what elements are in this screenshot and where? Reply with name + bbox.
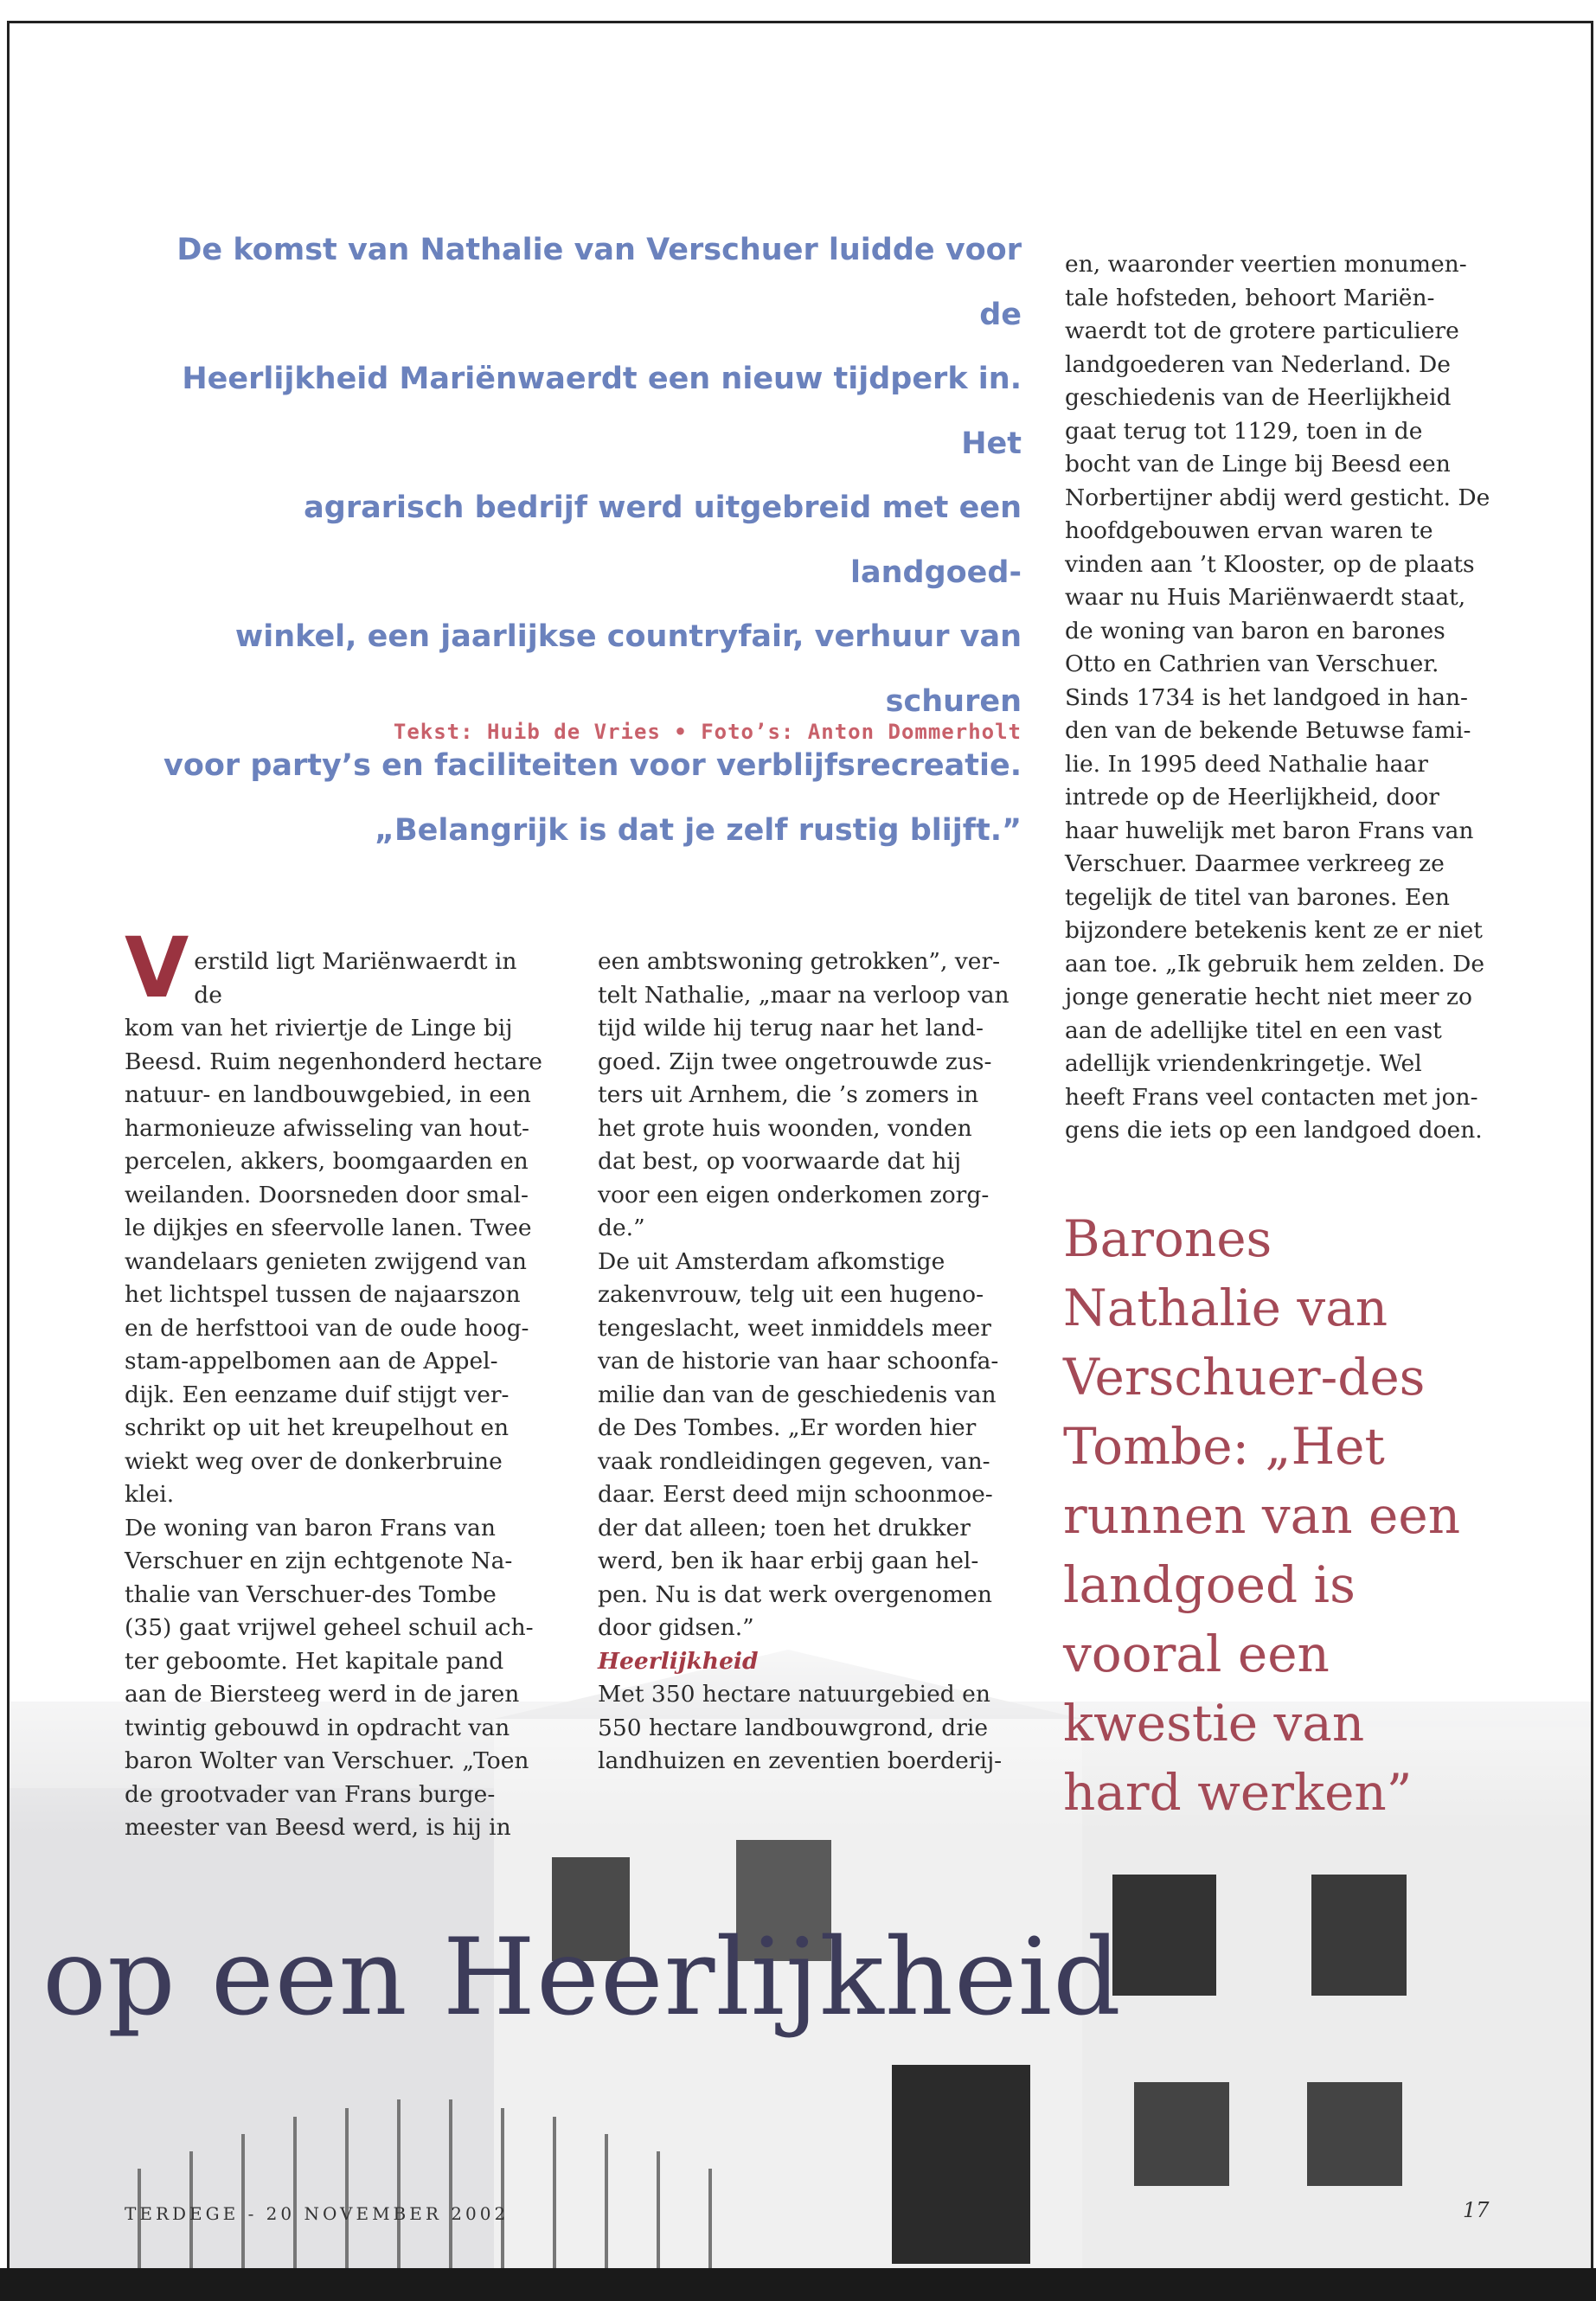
article-column-3 — [1065, 248, 1502, 1148]
body-line: wiekt weg over de donkerbruine — [125, 1447, 503, 1475]
body-line: daar. Eerst deed mijn schoonmoe- — [598, 1481, 993, 1508]
body-line: haar huwelijk met baron Frans van — [1065, 817, 1474, 844]
magazine-page — [7, 21, 1593, 2271]
body-line: dat best, op voorwaarde dat hij — [598, 1148, 962, 1175]
body-line: tale hofsteden, behoort Mariën- — [1065, 284, 1435, 311]
article-column-2 — [598, 945, 1026, 1779]
body-line: klei. — [125, 1481, 175, 1508]
intro-line: voor party’s en faciliteiten voor verblijfsrecreatie. — [163, 748, 1022, 783]
body-line: aan de Biersteeg werd in de jaren — [125, 1681, 520, 1708]
body-line: gens die iets op een landgoed doen. — [1065, 1117, 1483, 1144]
body-line: zakenvrouw, telg uit een hugeno- — [598, 1281, 984, 1308]
body-line: de grootvader van Frans burge- — [125, 1780, 496, 1808]
section-subhead: Heerlijkheid — [598, 1647, 759, 1675]
body-line: tengeslacht, weet inmiddels meer — [598, 1314, 991, 1342]
body-line: tijd wilde hij terug naar het land- — [598, 1015, 984, 1042]
body-line: het grote huis woonden, vonden — [598, 1114, 972, 1142]
body-line: landhuizen en zeventien boerderij- — [598, 1747, 1003, 1774]
scan-bottom-border — [0, 2268, 1596, 2301]
body-line: Norbertijner abdij werd gesticht. De — [1065, 484, 1490, 511]
body-line: schrikt op uit het kreupelhout en — [125, 1414, 510, 1441]
body-line: De uit Amsterdam afkomstige — [598, 1247, 945, 1275]
body-line: harmonieuze afwisseling van hout- — [125, 1114, 529, 1142]
body-line: den van de bekende Betuwse fami- — [1065, 717, 1471, 744]
body-line: twintig gebouwd in opdracht van — [125, 1714, 510, 1741]
body-line: vinden aan ’t Klooster, op de plaats — [1065, 550, 1475, 578]
body-line: erstild ligt Mariënwaerdt in de — [194, 948, 517, 1009]
body-line: voor een eigen onderkomen zorg- — [598, 1181, 990, 1208]
intro-line: De komst van Nathalie van Verschuer luidde voor de — [176, 233, 1022, 332]
body-line: de.” — [598, 1215, 645, 1241]
body-line: De woning van baron Frans van — [125, 1514, 496, 1541]
body-line: le dijkjes en sfeervolle lanen. Twee — [125, 1215, 532, 1241]
body-line: landgoederen van Nederland. De — [1065, 350, 1451, 378]
author-credit: Tekst: Huib de Vries • Foto’s: Anton Dommerholt — [393, 720, 1022, 744]
body-line: gaat terug tot 1129, toen in de — [1065, 417, 1423, 445]
body-line: meester van Beesd werd, is hij in — [125, 1814, 511, 1841]
body-line: stam-appelbomen aan de Appel- — [125, 1348, 498, 1375]
body-line: lie. In 1995 deed Nathalie haar — [1065, 750, 1428, 778]
body-line: milie dan van de geschiedenis van — [598, 1381, 997, 1408]
pull-quote — [1063, 1204, 1548, 1827]
body-line: weilanden. Doorsneden door smal- — [125, 1181, 529, 1208]
body-line: heeft Frans veel contacten met jon- — [1065, 1083, 1478, 1111]
body-line: tegelijk de titel van barones. Een — [1065, 883, 1450, 911]
pull-quote-line: runnen van een — [1063, 1486, 1461, 1545]
pull-quote-line: hard werken” — [1063, 1763, 1413, 1822]
pull-quote-line: Tombe: „Het — [1063, 1417, 1385, 1476]
pull-quote-line: Nathalie van — [1063, 1279, 1388, 1337]
body-line: kom van het riviertje de Linge bij — [125, 1015, 513, 1042]
body-line: thalie van Verschuer-des Tombe — [125, 1580, 497, 1608]
article-column-1 — [125, 920, 548, 1845]
body-line: ter geboomte. Het kapitale pand — [125, 1647, 504, 1675]
body-line: natuur- en landbouwgebied, in een — [125, 1081, 531, 1108]
drop-cap: V — [125, 920, 189, 1016]
body-line: de woning van baron en barones — [1065, 617, 1445, 644]
page-number: 17 — [1463, 2198, 1490, 2222]
body-line: wandelaars genieten zwijgend van — [125, 1247, 527, 1275]
body-line: van de historie van haar schoonfa- — [598, 1348, 999, 1375]
body-line: vaak rondleidingen gegeven, van- — [598, 1447, 990, 1475]
body-line: waerdt tot de grotere particuliere — [1065, 317, 1459, 344]
intro-lead — [139, 218, 1022, 862]
body-line: ters uit Arnhem, die ’s zomers in — [598, 1081, 979, 1108]
body-line: dijk. Een eenzame duif stijgt ver- — [125, 1381, 510, 1408]
body-line: Beesd. Ruim negenhonderd hectare — [125, 1048, 542, 1075]
intro-line: „Belangrijk is dat je zelf rustig blijft.” — [374, 812, 1022, 848]
intro-line: Heerlijkheid Mariënwaerdt een nieuw tijdperk in. Het — [182, 362, 1022, 461]
intro-line: winkel, een jaarlijkse countryfair, verhuur van schuren — [234, 619, 1022, 719]
body-line: werd, ben ik haar erbij gaan hel- — [598, 1548, 979, 1574]
body-line: percelen, akkers, boomgaarden en — [125, 1148, 529, 1175]
body-line: baron Wolter van Verschuer. „Toen — [125, 1747, 529, 1774]
body-line: en de herfsttooi van de oude hoog- — [125, 1314, 529, 1342]
body-line: hoofdgebouwen ervan waren te — [1065, 517, 1433, 544]
body-line: door gidsen.” — [598, 1614, 754, 1641]
body-line: bocht van de Linge bij Beesd een — [1065, 451, 1451, 478]
body-line: en, waaronder veertien monumen- — [1065, 251, 1467, 278]
body-line: Verschuer en zijn echtgenote Na- — [125, 1548, 513, 1574]
body-line: waar nu Huis Mariënwaerdt staat, — [1065, 584, 1466, 611]
body-line: pen. Nu is dat werk overgenomen — [598, 1580, 992, 1608]
body-line: een ambtswoning getrokken”, ver- — [598, 948, 1001, 975]
pull-quote-line: vooral een — [1063, 1625, 1330, 1683]
body-line: intrede op de Heerlijkheid, door — [1065, 784, 1439, 811]
pull-quote-line: Verschuer-des — [1063, 1348, 1426, 1407]
body-line: der dat alleen; toen het drukker — [598, 1514, 971, 1541]
body-line: Verschuer. Daarmee verkreeg ze — [1065, 850, 1445, 877]
intro-line: agrarisch bedrijf werd uitgebreid met een landgoed- — [304, 490, 1022, 590]
footer-issue: TERDEGE - 20 NOVEMBER 2002 — [125, 2203, 510, 2224]
body-line: de Des Tombes. „Er worden hier — [598, 1414, 977, 1441]
body-line: (35) gaat vrijwel geheel schuil ach- — [125, 1614, 534, 1641]
body-line: 550 hectare landbouwgrond, drie — [598, 1714, 989, 1741]
pull-quote-line: Barones — [1063, 1209, 1272, 1268]
pull-quote-line: kwestie van — [1063, 1694, 1365, 1753]
body-line: jonge generatie hecht niet meer zo — [1065, 984, 1472, 1010]
body-line: aan toe. „Ik gebruik hem zelden. De — [1065, 950, 1485, 977]
body-line: Met 350 hectare natuurgebied en — [598, 1681, 990, 1708]
body-line: telt Nathalie, „maar na verloop van — [598, 981, 1010, 1009]
body-line: adellijk vriendenkringetje. Wel — [1065, 1050, 1422, 1077]
body-line: geschiedenis van de Heerlijkheid — [1065, 384, 1452, 411]
body-line: Otto en Cathrien van Verschuer. — [1065, 651, 1439, 677]
body-line: aan de adellijke titel en een vast — [1065, 1016, 1442, 1044]
pull-quote-line: landgoed is — [1063, 1555, 1356, 1614]
body-line: Sinds 1734 is het landgoed in han- — [1065, 683, 1469, 711]
body-line: het lichtspel tussen de najaarszon — [125, 1281, 521, 1308]
body-line: bijzondere betekenis kent ze er niet — [1065, 917, 1483, 944]
body-line: goed. Zijn twee ongetrouwde zus- — [598, 1048, 992, 1075]
article-title: op een Heerlijkheid — [42, 1916, 1122, 2040]
